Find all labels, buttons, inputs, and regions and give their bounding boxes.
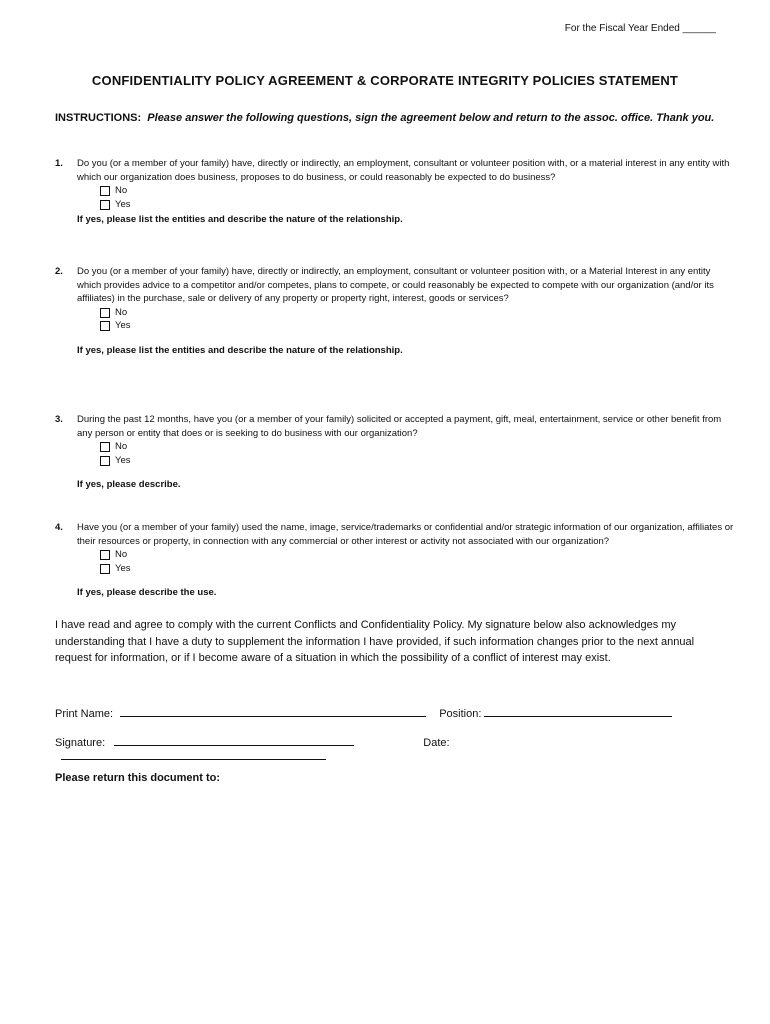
checkbox[interactable] xyxy=(100,456,110,466)
question-number: 3. xyxy=(55,414,63,425)
option-no[interactable] xyxy=(100,548,735,562)
question-number: 2. xyxy=(55,266,63,277)
print-name-field[interactable] xyxy=(120,706,426,717)
question-2 xyxy=(55,265,735,358)
signature-field[interactable] xyxy=(114,735,354,746)
signature-row xyxy=(55,735,720,763)
option-yes[interactable] xyxy=(100,562,735,576)
checkbox[interactable] xyxy=(100,564,110,574)
follow-up-text: If yes, please list the entities and describe the nature of the relationship. xyxy=(77,214,403,226)
print-name-row xyxy=(55,706,720,720)
option-label: No xyxy=(115,185,128,197)
option-label: Yes xyxy=(115,562,131,574)
option-no[interactable] xyxy=(100,184,735,198)
follow-up-text: If yes, please describe. xyxy=(77,479,181,491)
document-title: CONFIDENTIALITY POLICY AGREEMENT & CORPORATE INTEGRITY POLICIES STATEMENT xyxy=(91,73,679,88)
instructions-label: INSTRUCTIONS: xyxy=(55,112,142,124)
position-label: Position: xyxy=(439,708,482,720)
checkbox[interactable] xyxy=(100,550,110,560)
option-label: No xyxy=(115,549,128,561)
question-number: 4. xyxy=(55,522,63,533)
option-yes[interactable] xyxy=(100,198,735,212)
option-label: Yes xyxy=(115,320,131,332)
signature-label: Signature: xyxy=(55,737,106,749)
checkbox[interactable] xyxy=(100,200,110,210)
position-field[interactable] xyxy=(484,706,672,717)
print-name-label: Print Name: xyxy=(55,708,114,720)
question-text: During the past 12 months, have you (or a member of your family) solicited or accepted a payment, gift, meal, entertainment, service or other benefit from any person or entity that does or is seeking to do business with our organization? xyxy=(77,414,722,439)
question-text: Do you (or a member of your family) have, directly or indirectly, an employment, consultant or volunteer position with, or a Material Interest in any entity which provides advice to a competitor and/or competes, plans to compete, or could reasonably be expected to compete with our organization (and/or its affiliates) in the purchase, sale or delivery of any property or property right, interest, goods or services? xyxy=(77,266,714,305)
checkbox[interactable] xyxy=(100,321,110,331)
checkbox[interactable] xyxy=(100,186,110,196)
question-4 xyxy=(55,521,735,600)
instructions-text: Please answer the following questions, sign the agreement below and return to the assoc. office. Thank you. xyxy=(147,112,715,124)
checkbox[interactable] xyxy=(100,308,110,318)
fiscal-year-label: For the Fiscal Year Ended ______ xyxy=(564,23,716,34)
option-label: Yes xyxy=(115,454,131,466)
agreement-text: I have read and agree to comply with the current Conflicts and Confidentiality Policy. My signature below also acknowledges my understanding that I have a duty to supplement the information I have provided, if such information changes prior to the next annual request for information, or if I become aware of a situation in which the possibility of a conflict of interest may exist. xyxy=(55,619,695,664)
question-3 xyxy=(55,413,735,492)
option-yes[interactable] xyxy=(100,454,735,468)
option-no[interactable] xyxy=(100,306,735,320)
question-text: Have you (or a member of your family) used the name, image, service/trademarks or confidential and/or strategic information of our organization, affiliates or their resources or property, in connection with any commercial or other interest or activity not associated with our organization? xyxy=(77,522,734,547)
date-label: Date: xyxy=(423,737,450,749)
checkbox[interactable] xyxy=(100,442,110,452)
option-label: Yes xyxy=(115,198,131,210)
follow-up-text: If yes, please list the entities and describe the nature of the relationship. xyxy=(77,344,403,356)
question-1 xyxy=(55,157,735,227)
question-number: 1. xyxy=(55,158,63,169)
option-label: No xyxy=(115,441,128,453)
option-no[interactable] xyxy=(100,440,735,454)
option-label: No xyxy=(115,306,128,318)
question-text: Do you (or a member of your family) have, directly or indirectly, an employment, consultant or volunteer position with, or a material interest in any entity with which our organization does business, proposes to do business, or could reasonably be expected to do business? xyxy=(77,158,730,183)
option-yes[interactable] xyxy=(100,319,735,333)
follow-up-text: If yes, please describe the use. xyxy=(77,587,217,599)
instructions xyxy=(55,110,715,126)
return-label: Please return this document to: xyxy=(55,772,221,784)
date-field[interactable] xyxy=(61,749,326,760)
